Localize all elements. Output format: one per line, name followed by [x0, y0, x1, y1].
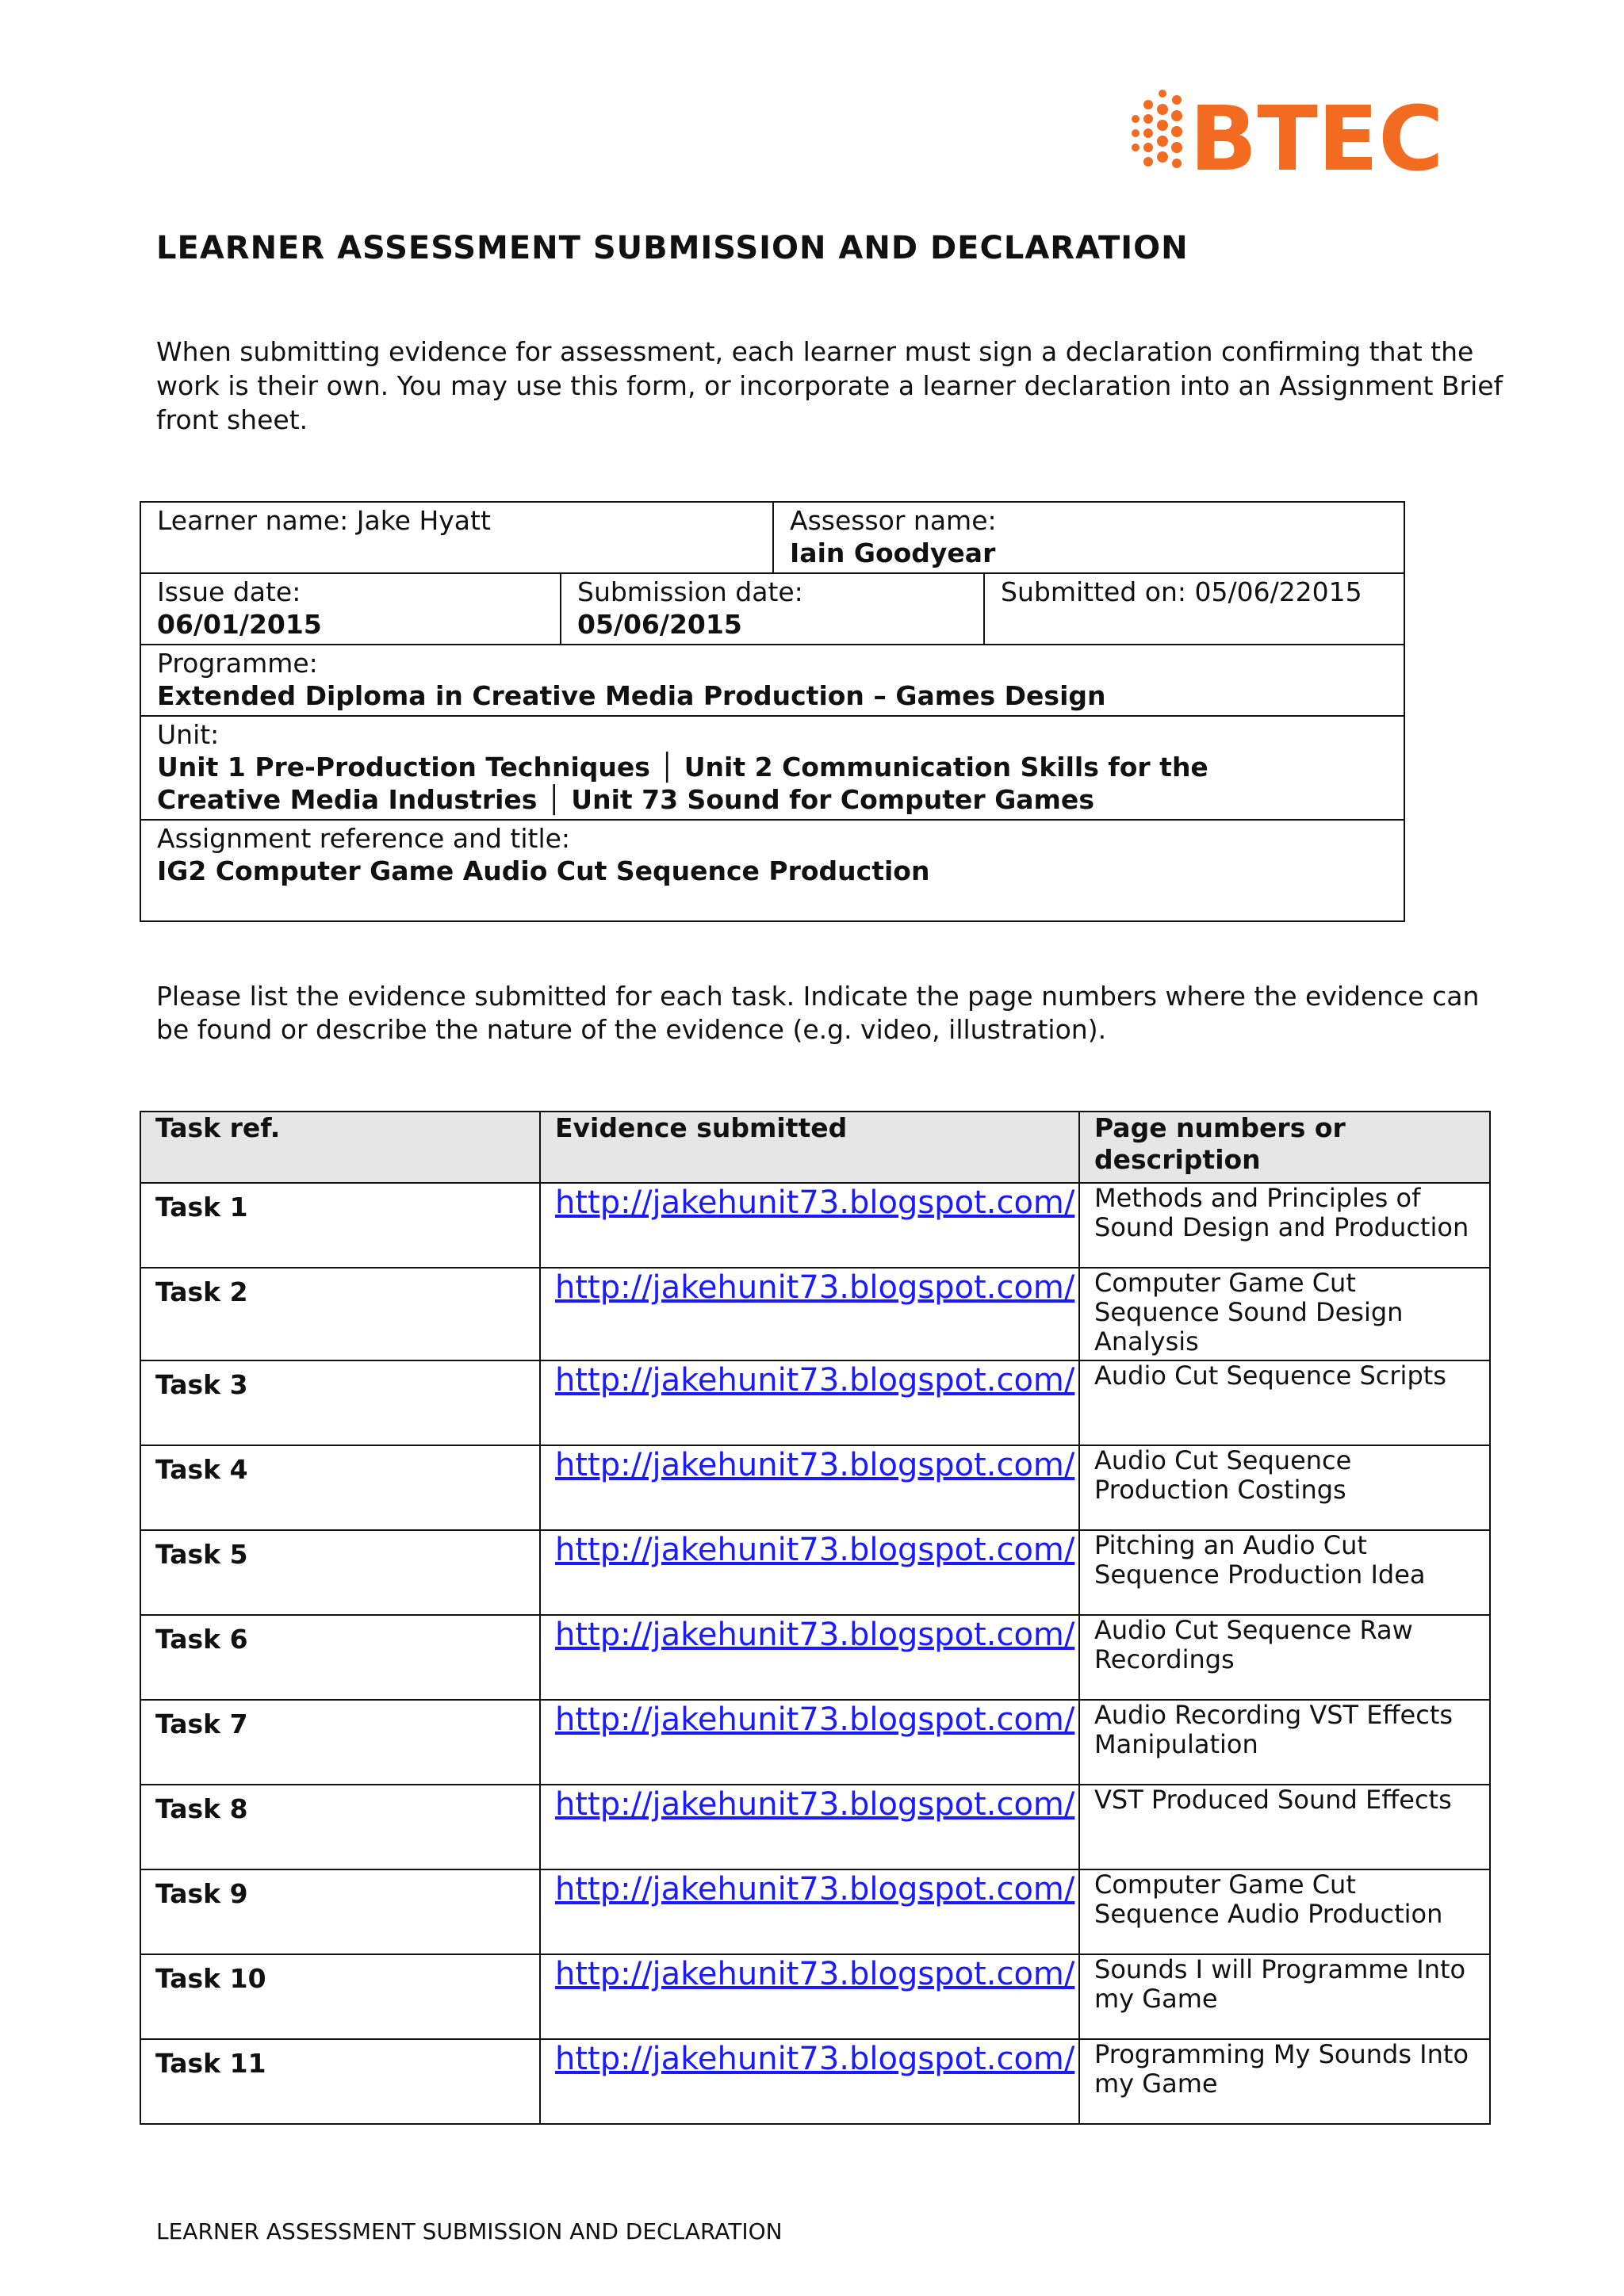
- task-description: Audio Recording VST Effects Manipulation: [1079, 1700, 1490, 1785]
- header-task-ref: Task ref.: [140, 1112, 540, 1183]
- evidence-table: [140, 1111, 1491, 2125]
- evidence-cell: [540, 1700, 1079, 1785]
- learner-name: Learner name: Jake Hyatt: [157, 505, 491, 536]
- table-row: [140, 1445, 1490, 1530]
- evidence-link[interactable]: http://jakehunit73.blogspot.com/: [555, 1184, 1075, 1221]
- task-description: Sounds I will Programme Into my Game: [1079, 1954, 1490, 2039]
- task-ref: Task 3: [140, 1360, 540, 1445]
- evidence-link[interactable]: http://jakehunit73.blogspot.com/: [555, 1362, 1075, 1399]
- assessor-name-cell: [773, 502, 1404, 573]
- programme-label: Programme:: [157, 648, 318, 679]
- evidence-link[interactable]: http://jakehunit73.blogspot.com/: [555, 1447, 1075, 1483]
- header-evidence: Evidence submitted: [540, 1112, 1079, 1183]
- evidence-cell: [540, 2039, 1079, 2124]
- assignment-title: IG2 Computer Game Audio Cut Sequence Production: [157, 855, 930, 886]
- table-row: [140, 1785, 1490, 1869]
- header-description: Page numbers or description: [1079, 1112, 1490, 1183]
- logo-text: BTEC: [1189, 88, 1444, 191]
- evidence-cell: [540, 1268, 1079, 1360]
- table-row: [140, 1615, 1490, 1700]
- unit-cell: [140, 716, 1404, 820]
- task-description: Computer Game Cut Sequence Sound Design Analysis: [1079, 1268, 1490, 1360]
- evidence-link[interactable]: http://jakehunit73.blogspot.com/: [555, 1269, 1075, 1306]
- evidence-instructions: Please list the evidence submitted for each task. Indicate the page numbers where the evidence can be found or describe the nature of the evidence (e.g. video, illustration).: [156, 981, 1480, 1045]
- submission-date-cell: [561, 573, 984, 645]
- evidence-cell: [540, 1183, 1079, 1268]
- task-ref: Task 6: [140, 1615, 540, 1700]
- issue-date: 06/01/2015: [157, 609, 322, 640]
- task-ref: Task 11: [140, 2039, 540, 2124]
- task-description: Audio Cut Sequence Scripts: [1079, 1360, 1490, 1445]
- evidence-link[interactable]: http://jakehunit73.blogspot.com/: [555, 1701, 1075, 1738]
- table-row: [140, 1954, 1490, 2039]
- evidence-cell: [540, 1530, 1079, 1615]
- table-row: [140, 1869, 1490, 1954]
- table-row: [140, 1183, 1490, 1268]
- evidence-link[interactable]: http://jakehunit73.blogspot.com/: [555, 1871, 1075, 1908]
- issue-date-cell: [140, 573, 561, 645]
- unit-line-2: Creative Media Industries │ Unit 73 Sound for Computer Games: [157, 784, 1094, 815]
- task-description: Pitching an Audio Cut Sequence Production Idea: [1079, 1530, 1490, 1615]
- task-description: VST Produced Sound Effects: [1079, 1785, 1490, 1869]
- task-ref: Task 5: [140, 1530, 540, 1615]
- assessment-info-table: [140, 501, 1405, 922]
- assignment-cell: [140, 820, 1404, 921]
- submission-date: 05/06/2015: [577, 609, 742, 640]
- task-description: Audio Cut Sequence Raw Recordings: [1079, 1615, 1490, 1700]
- evidence-cell: [540, 1954, 1079, 2039]
- task-ref: Task 9: [140, 1869, 540, 1954]
- table-row: [140, 2039, 1490, 2124]
- page-footer: LEARNER ASSESSMENT SUBMISSION AND DECLARATION: [156, 2218, 783, 2244]
- task-ref: Task 8: [140, 1785, 540, 1869]
- page-title: LEARNER ASSESSMENT SUBMISSION AND DECLARATION: [156, 230, 1189, 266]
- evidence-link[interactable]: http://jakehunit73.blogspot.com/: [555, 1617, 1075, 1653]
- submitted-on-cell: [984, 573, 1404, 645]
- evidence-cell: [540, 1445, 1079, 1530]
- table-header-row: [140, 1112, 1490, 1183]
- table-row: [140, 1360, 1490, 1445]
- assignment-label: Assignment reference and title:: [157, 823, 571, 854]
- task-ref: Task 10: [140, 1954, 540, 2039]
- evidence-cell: [540, 1785, 1079, 1869]
- table-row: [140, 1700, 1490, 1785]
- learner-name-cell: [140, 502, 773, 573]
- evidence-cell: [540, 1615, 1079, 1700]
- intro-paragraph: When submitting evidence for assessment, each learner must sign a declaration confirming that the work is their own. You may use this form, or incorporate a learner declaration into an Assignment Brief front sheet.: [156, 336, 1503, 435]
- issue-date-label: Issue date:: [157, 576, 301, 607]
- assessor-name: Iain Goodyear: [790, 538, 996, 568]
- task-description: Audio Cut Sequence Production Costings: [1079, 1445, 1490, 1530]
- unit-line-1: Unit 1 Pre-Production Techniques │ Unit 2 Communication Skills for the: [157, 752, 1208, 783]
- task-ref: Task 2: [140, 1268, 540, 1360]
- evidence-cell: [540, 1869, 1079, 1954]
- evidence-cell: [540, 1360, 1079, 1445]
- table-row: [140, 1530, 1490, 1615]
- assessor-label: Assessor name:: [790, 505, 997, 536]
- submission-date-label: Submission date:: [577, 576, 803, 607]
- programme-cell: [140, 645, 1404, 716]
- submitted-on: Submitted on: 05/06/22015: [1001, 576, 1362, 607]
- evidence-link[interactable]: http://jakehunit73.blogspot.com/: [555, 1786, 1075, 1823]
- evidence-link[interactable]: http://jakehunit73.blogspot.com/: [555, 1956, 1075, 1992]
- unit-label: Unit:: [157, 719, 220, 750]
- task-ref: Task 7: [140, 1700, 540, 1785]
- evidence-link[interactable]: http://jakehunit73.blogspot.com/: [555, 1532, 1075, 1568]
- btec-logo: [1124, 82, 1444, 191]
- evidence-link[interactable]: http://jakehunit73.blogspot.com/: [555, 2041, 1075, 2077]
- table-row: [140, 1268, 1490, 1360]
- task-ref: Task 1: [140, 1183, 540, 1268]
- task-description: Computer Game Cut Sequence Audio Production: [1079, 1869, 1490, 1954]
- task-description: Programming My Sounds Into my Game: [1079, 2039, 1490, 2124]
- task-description: Methods and Principles of Sound Design and Production: [1079, 1183, 1490, 1268]
- programme-name: Extended Diploma in Creative Media Production – Games Design: [157, 680, 1106, 711]
- task-ref: Task 4: [140, 1445, 540, 1530]
